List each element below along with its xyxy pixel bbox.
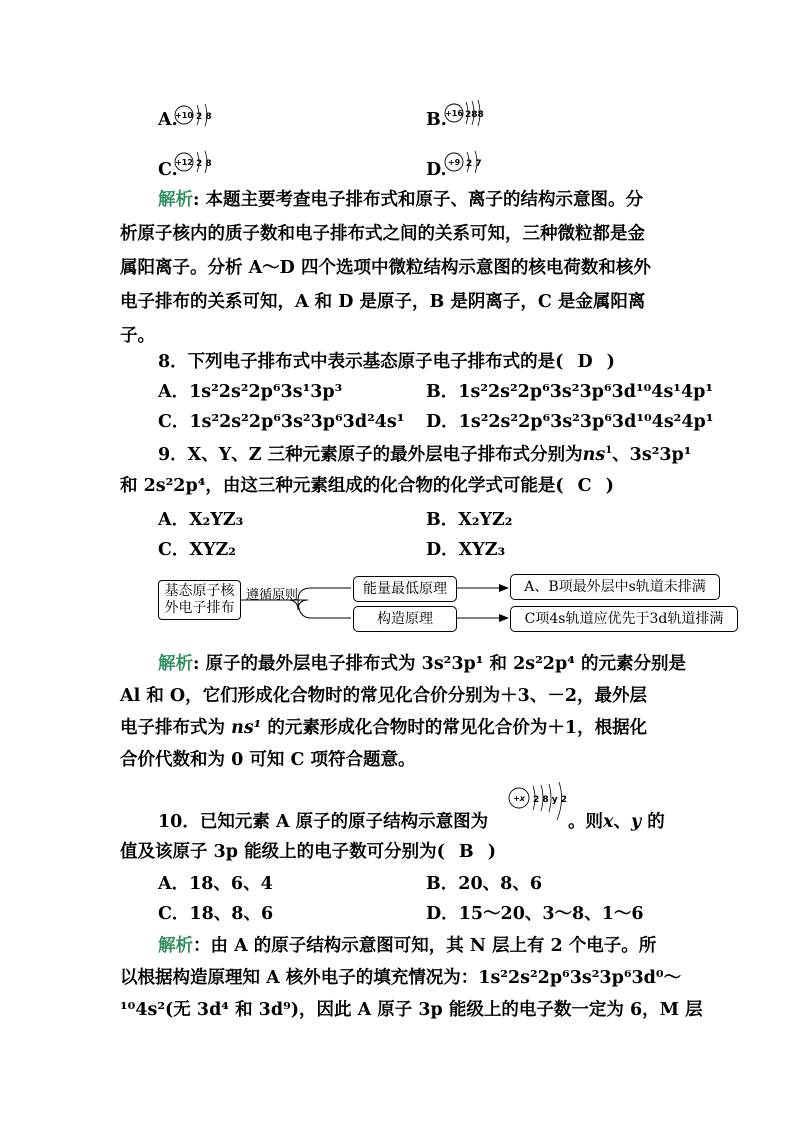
q10-option-d: D．15～20、3～8、1～6	[426, 904, 644, 924]
atom-diagram-a	[174, 102, 220, 128]
option-label: B.	[426, 110, 447, 130]
analysis-label: 解析	[158, 654, 193, 674]
q9-analysis-line-3: 电子排布式为 ns¹ 的元素形成化合物时的常见化合价为＋1，根据化	[120, 718, 648, 738]
nucleus-label: +10	[175, 111, 193, 120]
q9-analysis-line-2: Al 和 O，它们形成化合物时的常见化合价分别为＋3、－2，最外层	[120, 686, 648, 706]
q8-option-b: B．1s²2s²2p⁶3s²3p⁶3d¹⁰4s¹4p¹	[426, 382, 714, 402]
nucleus-label: +12	[175, 158, 193, 167]
option-label: D.	[426, 160, 447, 180]
q9-analysis-line-4: 合价代数和为 0 可知 C 项符合题意。	[120, 750, 416, 770]
ns-symbol: ns	[582, 445, 606, 465]
shell-electrons: 2 8	[196, 112, 212, 122]
q8-option-c: C．1s²2s²2p⁶3s²3p⁶3d²4s¹	[158, 412, 405, 432]
analysis-label: 解析	[158, 190, 193, 210]
question-text: 值及该原子 3p 能级上的电子数可分别为(	[120, 842, 445, 862]
q10-option-a: A．18、6、4	[158, 874, 273, 894]
question-text: 8．下列电子排布式中表示基态原子电子排布式的是(	[158, 352, 564, 372]
atom-diagram-b	[444, 98, 494, 128]
diagram-arrow-label: 遵循原则	[246, 588, 299, 603]
question-text: 和 2s²2p⁴，由这三种元素组成的化合物的化学式可能是(	[120, 476, 564, 496]
q9-stem-line-1: 9．X、Y、Z 三种元素原子的最外层电子排布式分别为$ns^1$、3s²3p¹	[158, 445, 692, 465]
diagram-box-ground-state: 基态原子核 外电子排布	[158, 580, 241, 620]
q9-analysis-line-1	[158, 652, 686, 676]
shell-electrons: 2 8 y 2	[533, 795, 568, 805]
analysis-label: 解析	[158, 936, 193, 956]
answer: D	[577, 352, 593, 372]
atom-diagram-q10	[508, 780, 574, 828]
analysis-text: ：由 A 的原子结构示意图可知，其 N 层上有 2 个电子。所	[193, 936, 657, 956]
q9-option-b: B．X₂YZ₂	[426, 510, 513, 530]
q10-option-b: B．20、8、6	[426, 874, 542, 894]
q7-analysis-line-2: 析原子核内的质子数和电子排布式之间的关系可知，三种微粒都是金	[120, 224, 645, 244]
q10-option-c: C．18、8、6	[158, 904, 274, 924]
q7-analysis-line-4: 电子排布的关系可知，A 和 D 是原子，B 是阴离子，C 是金属阳离	[120, 292, 646, 312]
question-text: 10．已知元素 A 原子的原子结构示意图为	[158, 812, 489, 832]
atom-diagram-d	[444, 149, 490, 175]
q7-analysis-line-3: 属阳离子。分析 A～D 四个选项中微粒结构示意图的核电荷数和核外	[120, 258, 651, 278]
paren-close: )	[605, 476, 614, 496]
diagram-box-c-conclusion: C项4s轨道应优先于3d轨道排满	[510, 606, 738, 632]
q7-analysis-line-5: 子。	[120, 326, 155, 346]
q10-stem-line-1	[158, 810, 488, 834]
q10-analysis-line-3: ¹⁰4s²(无 3d⁴ 和 3d⁹)，因此 A 原子 3p 能级上的电子数一定为 6，M 层	[120, 1000, 703, 1020]
diagram-box-ab-conclusion: A、B项最外层中s轨道未排满	[510, 574, 720, 600]
q10-analysis-line-1	[158, 934, 656, 958]
question-text-tail: 、3s²3p¹	[612, 445, 692, 465]
q9-option-c: C．XYZ₂	[158, 540, 236, 560]
nucleus-label: +x	[513, 794, 525, 803]
option-label: C.	[158, 160, 178, 180]
question-text: 9．X、Y、Z 三种元素原子的最外层电子排布式分别为	[158, 445, 583, 465]
paren-close: )	[487, 842, 496, 862]
atom-diagram-c	[174, 149, 220, 175]
answer: B	[458, 842, 474, 862]
q10-analysis-line-2: 以根据构造原理知 A 核外电子的填充情况为：1s²2s²2p⁶3s²3p⁶3d⁰～	[120, 968, 682, 988]
q8-stem	[158, 350, 615, 374]
q9-option-d: D．XYZ₃	[426, 540, 506, 560]
q9-stem-line-2	[120, 474, 614, 498]
diagram-box-energy: 能量最低原理	[353, 576, 457, 602]
shell-electrons: 2 7	[466, 159, 482, 169]
q8-option-d: D．1s²2s²2p⁶3s²3p⁶3d¹⁰4s²4p¹	[426, 412, 714, 432]
q9-option-a: A．X₂YZ₃	[158, 510, 244, 530]
nucleus-label: +9	[447, 158, 461, 167]
q7-analysis-line-1	[158, 188, 643, 212]
diagram-box-aufbau: 构造原理	[353, 606, 457, 632]
paren-close: )	[606, 352, 615, 372]
option-label: A.	[158, 110, 178, 130]
q8-option-a: A．1s²2s²2p⁶3s¹3p³	[158, 382, 343, 402]
answer: C	[577, 476, 592, 496]
q10-stem-line-1-tail: 。则x、y 的	[568, 812, 665, 832]
nucleus-label: +16	[445, 109, 463, 118]
analysis-text: : 本题主要考查电子排布式和原子、离子的结构示意图。分	[193, 190, 644, 210]
shell-electrons: 288	[465, 110, 484, 120]
shell-electrons: 2 8	[196, 159, 212, 169]
q10-stem-line-2	[120, 840, 496, 864]
analysis-text: : 原子的最外层电子排布式为 3s²3p¹ 和 2s²2p⁴ 的元素分别是	[193, 654, 686, 674]
